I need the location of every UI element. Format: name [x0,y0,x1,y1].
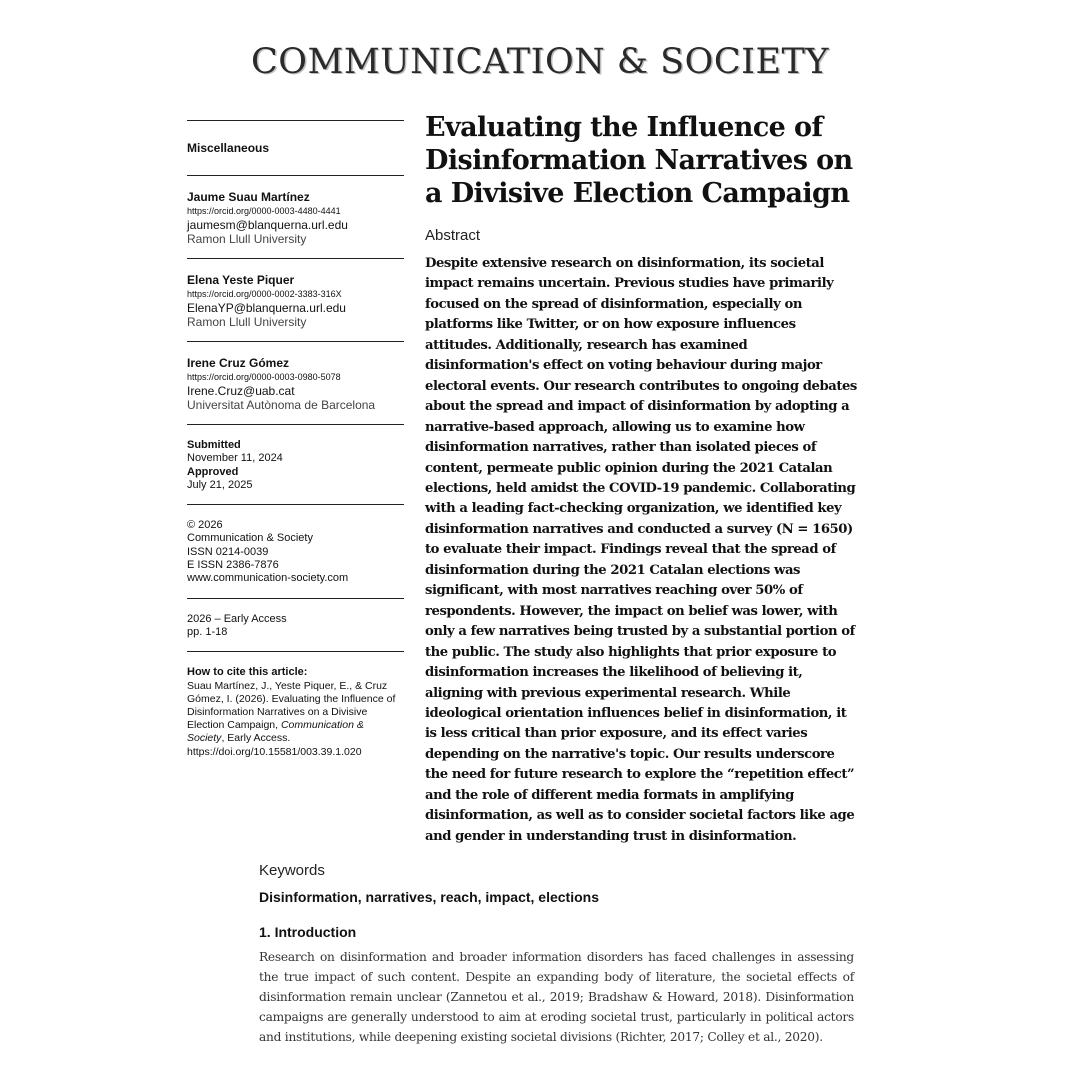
author-institution: Universitat Autònoma de Barcelona [187,398,376,412]
author-block [187,176,404,258]
copyright-block [187,505,404,597]
keywords-list: Disinformation, narratives, reach, impact, elections [259,889,599,905]
citation-doi: https://doi.org/10.15581/003.39.1.020 [187,745,362,758]
author-email: jaumesm@blanquerna.url.edu [187,218,348,232]
section-name: Miscellaneous [187,141,270,155]
approved-label: Approved [187,465,239,478]
author-name: Irene Cruz Gómez [187,356,290,370]
abstract-heading: Abstract [425,227,481,244]
author-orcid: https://orcid.org/0000-0002-3383-316X [187,289,342,299]
article-title: Evaluating the Influence of Disinformation Narratives on a Divisive Election Campaign [425,112,853,209]
page-range: pp. 1-18 [187,625,228,638]
introduction-text: Research on disinformation and broader information disorders has faced challenges in assessing the true impact of such content. Despite an expanding body of literature, the societal effects of disinformation remain unclear (Zannetou et al., 2019; Bradshaw & Howard, 2018). Disinformation campaigns are generally understood to aim at eroding societal trust, particularly in political actors and institutions, while deepening existing societal divisions (Richter, 2017; Colley et al., 2020). [259,950,854,1044]
author-orcid: https://orcid.org/0000-0003-4480-4441 [187,206,341,216]
dates-block [187,425,404,504]
abstract-text: Despite extensive research on disinformation, its societal impact remains uncertain. Previous studies have primarily focused on the spread of disinformation, especially on platforms like Twitter, or on how exposure influences attitudes. Additionally, research has examined disinformation's effect on voting behaviour during major electoral events. Our research contributes to ongoing debates about the spread and impact of disinformation by adopting a narrative-based approach, allowing us to examine how disinformation narratives, rather than isolated pieces of content, permeate public opinion during the 2021 Catalan elections, held amidst the COVID-19 pandemic. Collaborating with a leading fact-checking organization, we identified key disinformation narratives and conducted a survey (N = 1650) to evaluate their impact. Findings reveal that the spread of disinformation during the 2021 Catalan elections was significant, with most narratives reaching over 50% of respondents. However, the impact on belief was lower, with only a few narratives being trusted by a substantial portion of the public. The study also highlights that prior exposure to disinformation increases the likelihood of believing it, aligning with previous experimental research. While ideological orientation influences belief in disinformation, it is less critical than prior exposure, and its effect varies depending on the narrative's topic. Our results underscore the need for future research to explore the “repetition effect” and the role of different media formats in amplifying disinformation, as well as to consider societal factors like age and gender in understanding trust in disinformation. [425,256,857,844]
approved-date: July 21, 2025 [187,478,253,491]
author-block [187,342,404,424]
copyright-journal: Communication & Society [187,532,313,545]
keywords-heading: Keywords [259,862,325,879]
copyright-year: © 2026 [187,519,223,532]
section-label [187,121,404,175]
author-institution: Ramon Llull University [187,315,307,329]
submitted-label: Submitted [187,439,241,451]
issue-status: 2026 – Early Access [187,612,287,625]
author-name: Jaume Suau Martínez [187,190,310,204]
issn: ISSN 0214-0039 [187,545,269,558]
introduction-heading: 1. Introduction [259,924,357,940]
submitted-date: November 11, 2024 [187,452,283,465]
article-sidebar [187,120,404,771]
journal-website: www.communication-society.com [187,572,349,585]
eissn: E ISSN 2386-7876 [187,559,279,572]
citation-block [187,652,404,771]
citation-text: Suau Martínez, J., Yeste Piquer, E., & Cruz Gómez, I. (2026). Evaluating the Influence of Disinformation Narratives on a Divisive Election Campaign, Communication & Society, Early Access. [187,679,396,745]
author-email: Irene.Cruz@uab.cat [187,384,295,398]
issue-block [187,599,404,652]
author-email: ElenaYP@blanquerna.url.edu [187,301,346,315]
citation-heading: How to cite this article: [187,666,308,679]
author-institution: Ramon Llull University [187,232,307,246]
author-name: Elena Yeste Piquer [187,273,295,287]
author-block [187,259,404,341]
journal-name: COMMUNICATION & SOCIETY [251,42,829,82]
author-orcid: https://orcid.org/0000-0003-0980-5078 [187,372,341,382]
